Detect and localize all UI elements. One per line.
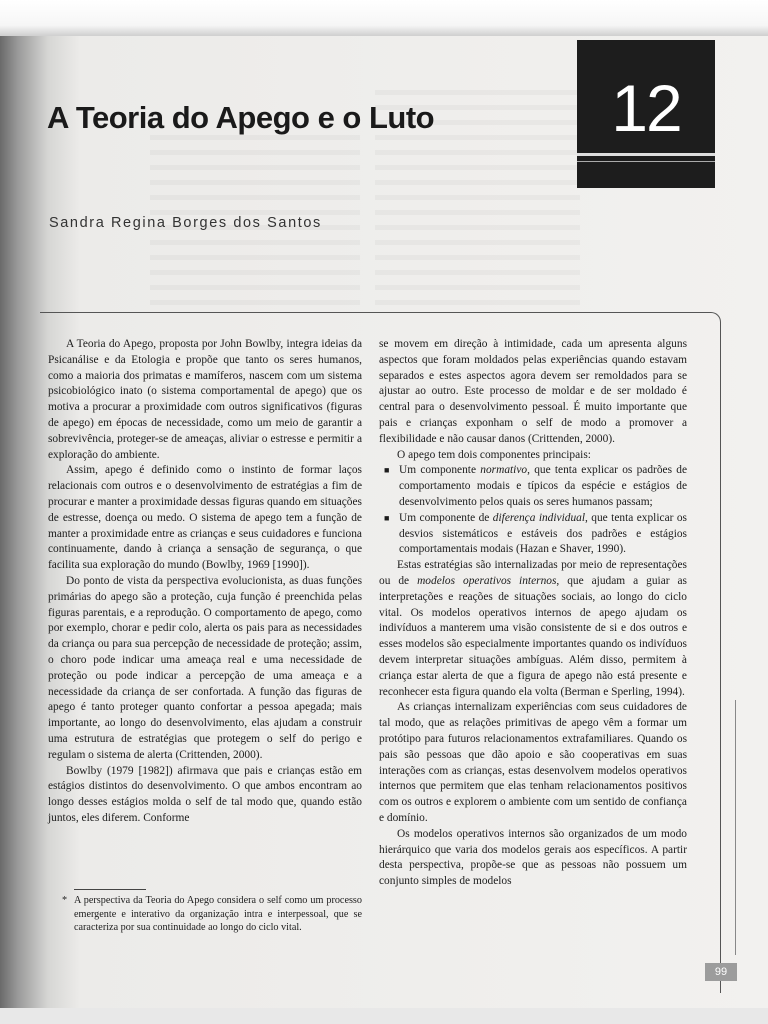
scan-bottom-edge	[0, 1008, 768, 1024]
bullet-icon: ■	[384, 512, 390, 523]
chapter-box-rule	[577, 161, 715, 162]
components-list	[379, 463, 687, 558]
paragraph: O apego tem dois componentes principais:	[397, 448, 591, 461]
list-item: ■ Um componente normativo, que tenta explicar os padrões de comportamento modais e típicos da espécie e estágios de desenvolvimento pelos quais os seres humanos passam;	[384, 464, 688, 508]
paragraph: Do ponto de vista da perspectiva evolucionista, as duas funções primárias do apego são a proteção, cuja função é preenchida pelas figuras parentais, e a reprodução. O comportamento de apego, como por exemplo, chorar e pedir colo, alerta os pais para as necessidades da criança ou para sua percepção de necessidade de proteção; assim, o choro pode indicar uma ameaça real e uma necessidade de proteção ou pode indicar a percepção de uma ameaça e a necessidade da criança de ser confortada. A função das figuras de apego é tanto proteger quanto confortar a pessoa apegada; mais importante, ao longo do desenvolvimento, elas ajudam a construir uma estrutura de estratégias que protegem o self do perigo e regulam o sistema de alerta (Crittenden, 2000).	[48, 574, 362, 761]
scan-top-edge	[0, 0, 768, 36]
author-name: Sandra Regina Borges dos Santos	[49, 215, 322, 231]
paragraph: se movem em direção à intimidade, cada um apresenta alguns aspectos que foram moldados pelas experiências quando estavam separados e estes aspectos agora devem ser remoldados para se ajustar ao outro. Este processo de moldar e de ser moldado é central para o desenvolvimento pessoal. É muito importante que pais e crianças exponham o self de modo a promover a flexibilidade e não causar danos (Crittenden, 2000).	[379, 338, 687, 445]
chapter-box-rule	[577, 153, 715, 156]
paragraph: Assim, apego é definido como o instinto de formar laços relacionais com outros e o desenvolvimento de estratégias a fim de procurar e manter a proximidade dessas figuras quando em situações de estresse, doença ou medo. O sistema de apego tem a função de manter a proximidade entre as crianças e seus cuidadores e funciona continuamente, dando à criança a sensação de segurança, o que facilita sua exploração do mundo (Bowlby, 1969 [1990]).	[48, 464, 362, 572]
footnote	[62, 894, 362, 935]
footnote-rule	[74, 889, 146, 890]
paragraph: As crianças internalizam experiências com seus cuidadores de tal modo, que as relações primitivas de apego vêm a formar um protótipo para futuros relacionamentos extrafamiliares. Quando os pais são pessoas que dão apoio e são cooperativas em suas interações com as crianças, estas desenvolvem modelos operativos internos que permitem que elas tenham relacionamentos positivos com os outros e explorem o ambiente com um sentido de confiança e domínio.	[379, 701, 687, 824]
chapter-number: 12	[611, 71, 681, 145]
paragraph: A Teoria do Apego, proposta por John Bowlby, integra ideias da Psicanálise e da Etologia e propõe que tanto os seres humanos, como a maioria dos primatas e mamíferos, nascem com um sistema psicobiológico inato (o sistema comportamental de apego) que os motiva a procurar a proximidade com outros significativos (figuras de apego) em épocas de necessidade, como um meio de garantir a sobrevivência, proteger-se de ameaças, aliviar o estresse e permitir a exploração do ambiente.	[48, 338, 362, 461]
right-column	[379, 337, 687, 890]
left-column	[48, 337, 362, 827]
paragraph: Bowlby (1979 [1982]) afirmava que pais e crianças estão em estágios distintos do desenvolvimento. O que ambos encontram ao longo desses estágios molda o self de tal modo que, quando estão juntos, eles diferem. Conforme	[48, 764, 362, 824]
bullet-icon: ■	[384, 465, 390, 476]
paragraph: Estas estratégias são internalizadas por meio de representações ou de modelos operativos internos, que ajudam a guiar as interpretações e reações de situações sociais, ao longo do ciclo vital. Os modelos operativos internos de apego ajudam os indivíduos a manterem uma visão consistente de si e dos outros e esses modelos são especialmente importantes quando os indivíduos devem interpretar situações ambíguas. Além disso, permitem à criança estar alerta de que a figura de apego não está presente e reconhecer esta figura quando ela volta (Berman e Sperling, 1994).	[379, 559, 687, 698]
footnote-mark: *	[62, 895, 68, 906]
page-number: 99	[705, 963, 737, 981]
chapter-number-box	[577, 40, 715, 188]
footnote-text: A perspectiva da Teoria do Apego considera o self como um processo emergente e interativo da organização intra e interpessoal, que se caracteriza por sua continuidade ao longo do ciclo vital.	[74, 895, 362, 933]
list-item: ■ Um componente de diferença individual, que tenta explicar os desvios sistemáticos e estáveis dos padrões e estágios comportamentais modais (Hazan e Shaver, 1990).	[384, 511, 687, 556]
chapter-title: A Teoria do Apego e o Luto	[47, 100, 435, 135]
margin-rule	[735, 700, 736, 955]
paragraph: Os modelos operativos internos são organizados de um modo hierárquico que varia dos modelos gerais aos específicos. A partir desta perspectiva, propõe-se que as pessoas não possuem um conjunto simples de modelos	[379, 827, 687, 888]
